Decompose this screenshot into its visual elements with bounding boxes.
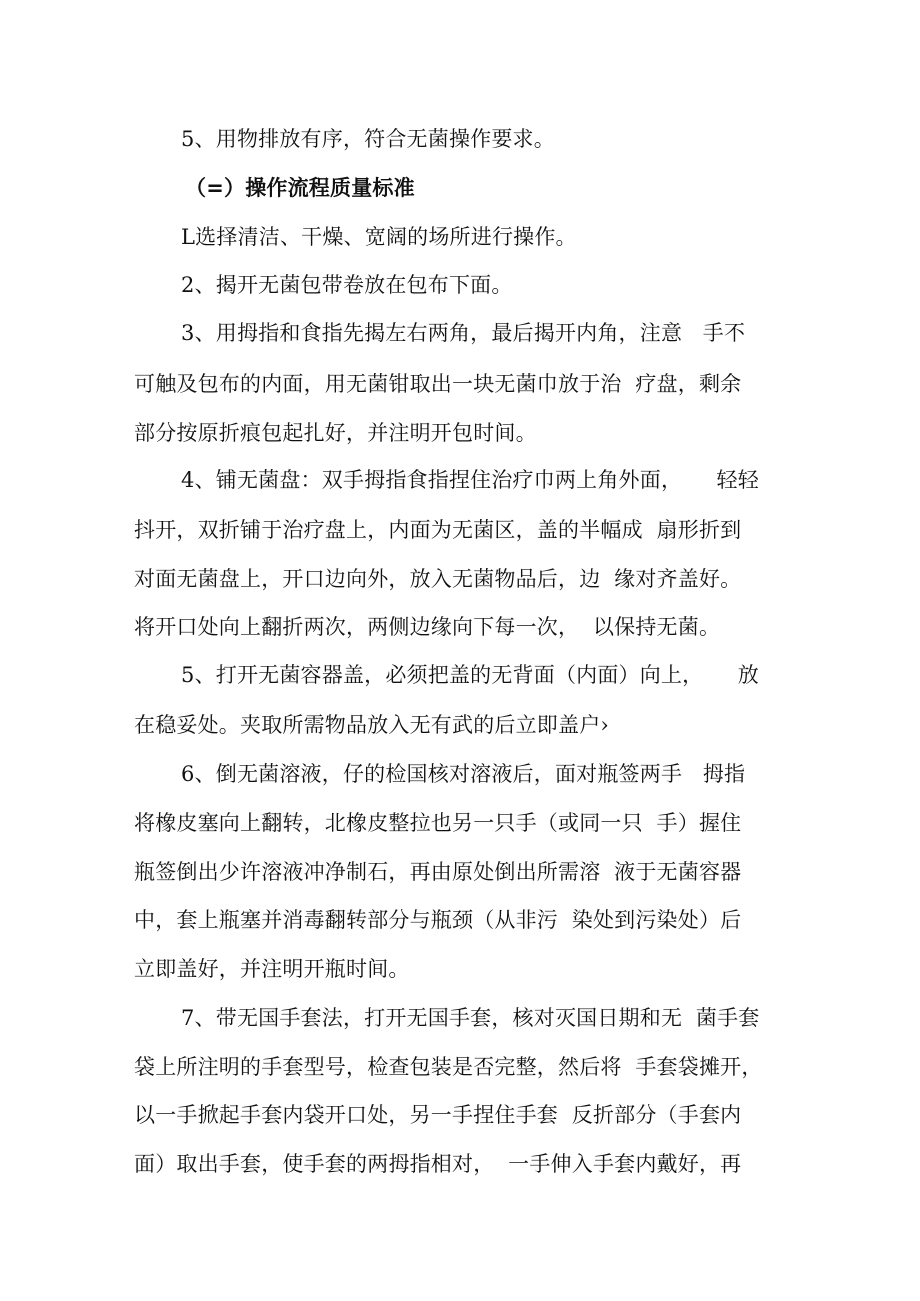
body-line-14: 将橡皮塞向上翻转，北橡皮整拉也另一只手（或同一只 手）握住 [134,811,742,835]
body-line-12: 在稳妥处。夹取所需物品放入无有武的后立即盖户› [134,713,609,737]
body-line-3: 2、揭开无菌包带卷放在包布下面。 [181,273,513,297]
body-line-17: 立即盖好，并注明开瓶时间。 [134,957,410,981]
body-line-7: 4、铺无菌盘：双手拇指食指捏住治疗巾两上角外面， 轻轻 [181,468,759,492]
body-line-9: 对面无菌盘上，开口边向外，放入无菌物品后，边 缘对齐盖好。 [134,567,742,591]
body-line-10: 将开口处向上翻折两次，两侧边缘向下每一次， 以保持无菌。 [134,615,721,639]
body-line-16: 中，套上瓶塞并消毒翻转部分与瓶颈（从非污 染处到污染处）后 [134,908,742,932]
body-line-1: 5、用物排放有序，符合无菌操作要求。 [181,127,555,151]
body-line-4: 3、用拇指和食指先揭左右两角，最后揭开内角，注意 手不 [181,321,746,345]
section-heading: （=）操作流程质量标准 [185,176,415,200]
body-line-21: 面）取出手套，使手套的两拇指相对， 一手伸入手套内戴好，再 [134,1152,742,1176]
body-line-20: 以一手掀起手套内袋开口处，另一手捏住手套 反折部分（手套内 [134,1103,742,1127]
body-line-8: 抖开，双折铺于治疗盘上，内面为无菌区，盖的半幅成 扇形折到 [134,518,742,542]
body-line-2: L选择清洁、干燥、宽阔的场所进行操作。 [181,225,577,249]
body-line-18: 7、带无国手套法，打开无国手套，核对灭国日期和无 菌手套 [181,1006,760,1030]
body-line-11: 5、打开无菌容器盖，必须把盖的无背面（内面）向上， 放 [181,663,759,687]
body-line-6: 部分按原折痕包起扎好，并注明开包时间。 [134,421,537,445]
body-line-15: 瓶签倒出少许溶液冲净制石，再由原处倒出所需溶 液于无菌容器 [134,860,742,884]
body-line-19: 袋上所注明的手套型号，检查包装是否完整，然后将 手套袋摊开， [134,1055,763,1079]
body-line-5: 可触及包布的内面，用无菌钳取出一块无菌巾放于治 疗盘，剩余 [134,372,742,396]
body-line-13: 6、倒无菌溶液，仔的检国核对溶液后，面对瓶签两手 拇指 [181,762,746,786]
